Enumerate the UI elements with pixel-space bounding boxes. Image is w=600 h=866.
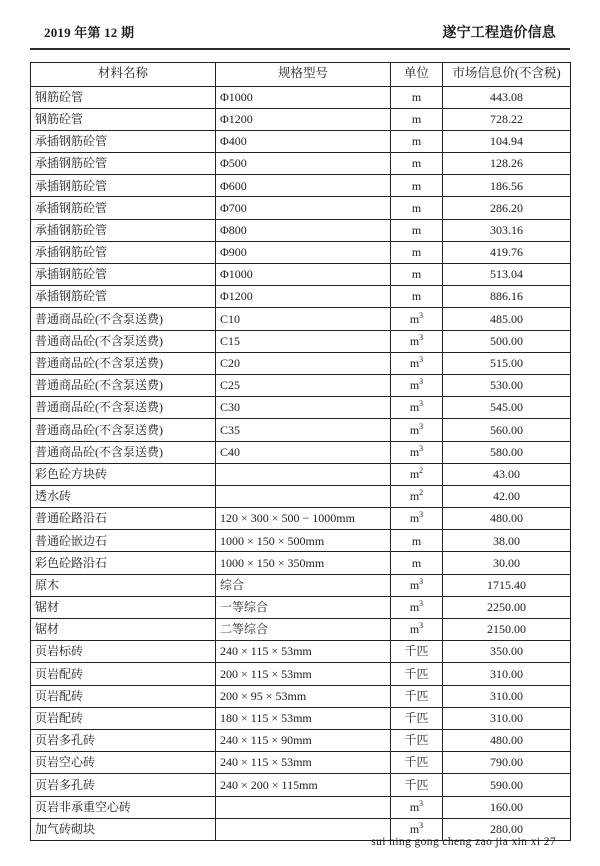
cell-price: 160.00 (443, 796, 571, 818)
cell-price: 42.00 (443, 485, 571, 507)
cell-material-name: 普通砼嵌边石 (31, 530, 216, 552)
unit-base: m (409, 400, 420, 415)
cell-price: 30.00 (443, 552, 571, 574)
unit-base: m (409, 356, 420, 371)
table-row (31, 485, 571, 507)
cell-spec (216, 463, 391, 485)
table-row (31, 707, 571, 729)
cell-spec: C10 (216, 308, 391, 330)
unit-base: m (409, 511, 420, 526)
cell-spec: 120 × 300 × 500 − 1000mm (216, 508, 391, 530)
unit-base: 千匹 (404, 688, 429, 703)
table-row (31, 796, 571, 818)
unit-base: m (411, 222, 422, 237)
table-row (31, 574, 571, 596)
cell-spec: 200 × 95 × 53mm (216, 685, 391, 707)
table-row (31, 286, 571, 308)
unit-base: m (409, 333, 420, 348)
cell-spec: 240 × 200 × 115mm (216, 774, 391, 796)
publication-title: 遂宁工程造价信息 (442, 26, 556, 41)
cell-price: 38.00 (443, 530, 571, 552)
unit-exponent: 3 (419, 510, 424, 520)
table-row (31, 374, 571, 396)
cell-spec: 综合 (216, 574, 391, 596)
unit-exponent: 3 (419, 798, 424, 808)
cell-price: 419.76 (443, 241, 571, 263)
unit-base: m (409, 422, 420, 437)
table-row (31, 552, 571, 574)
unit-base: m (409, 466, 420, 481)
page-footer: sui ning gong cheng zao jia xin xi 27 (371, 836, 556, 848)
cell-material-name: 页岩标砖 (31, 641, 216, 663)
cell-material-name: 锯材 (31, 619, 216, 641)
cell-spec: Φ1000 (216, 86, 391, 108)
cell-unit (391, 752, 443, 774)
cell-spec (216, 796, 391, 818)
cell-spec: Φ700 (216, 197, 391, 219)
cell-material-name: 普通商品砼(不含泵送费) (31, 441, 216, 463)
cell-price: 104.94 (443, 130, 571, 152)
unit-base: 千匹 (404, 711, 429, 726)
cell-price: 590.00 (443, 774, 571, 796)
cell-unit (391, 774, 443, 796)
cell-price: 560.00 (443, 419, 571, 441)
table-row (31, 330, 571, 352)
cell-material-name: 页岩配砖 (31, 663, 216, 685)
cell-spec: C35 (216, 419, 391, 441)
cell-spec: Φ800 (216, 219, 391, 241)
cell-material-name: 普通商品砼(不含泵送费) (31, 374, 216, 396)
cell-material-name: 页岩配砖 (31, 707, 216, 729)
table-row (31, 685, 571, 707)
cell-material-name: 普通商品砼(不含泵送费) (31, 397, 216, 419)
cell-unit (391, 419, 443, 441)
cell-unit (391, 530, 443, 552)
cell-spec: Φ1200 (216, 286, 391, 308)
unit-base: 千匹 (404, 733, 429, 748)
cell-unit (391, 441, 443, 463)
table-row (31, 729, 571, 751)
cell-unit (391, 397, 443, 419)
cell-spec: Φ600 (216, 175, 391, 197)
cell-material-name: 钢筋砼管 (31, 86, 216, 108)
cell-price: 310.00 (443, 707, 571, 729)
cell-price: 500.00 (443, 330, 571, 352)
cell-price: 530.00 (443, 374, 571, 396)
unit-exponent: 3 (419, 599, 424, 609)
cell-unit (391, 175, 443, 197)
cell-price: 2250.00 (443, 596, 571, 618)
cell-spec (216, 818, 391, 840)
table-row (31, 241, 571, 263)
cell-spec: Φ900 (216, 241, 391, 263)
cell-material-name: 原木 (31, 574, 216, 596)
cell-spec: 240 × 115 × 53mm (216, 752, 391, 774)
cell-unit (391, 241, 443, 263)
cell-unit (391, 352, 443, 374)
cell-unit (391, 619, 443, 641)
table-row (31, 352, 571, 374)
cell-price: 515.00 (443, 352, 571, 374)
unit-exponent: 3 (419, 576, 424, 586)
cell-material-name: 普通商品砼(不含泵送费) (31, 352, 216, 374)
unit-base: m (411, 245, 422, 260)
unit-exponent: 3 (419, 399, 424, 409)
unit-base: m (411, 89, 422, 104)
cell-spec (216, 485, 391, 507)
cell-material-name: 承插钢筋砼管 (31, 286, 216, 308)
cell-price: 186.56 (443, 175, 571, 197)
cell-material-name: 页岩多孔砖 (31, 774, 216, 796)
cell-price: 310.00 (443, 663, 571, 685)
unit-exponent: 3 (419, 310, 424, 320)
cell-material-name: 彩色砼方块砖 (31, 463, 216, 485)
cell-spec: 一等综合 (216, 596, 391, 618)
unit-exponent: 2 (419, 465, 424, 475)
table-row (31, 641, 571, 663)
cell-spec: C15 (216, 330, 391, 352)
unit-base: m (409, 622, 420, 637)
table-row (31, 419, 571, 441)
unit-base: m (409, 378, 420, 393)
column-header-unit: 单位 (391, 62, 443, 86)
cell-price: 43.00 (443, 463, 571, 485)
cell-price: 128.26 (443, 153, 571, 175)
cell-material-name: 页岩空心砖 (31, 752, 216, 774)
cell-unit (391, 463, 443, 485)
table-row (31, 197, 571, 219)
table-row (31, 108, 571, 130)
cell-spec: Φ400 (216, 130, 391, 152)
table-row (31, 130, 571, 152)
unit-base: m (409, 444, 420, 459)
unit-base: m (411, 178, 422, 193)
cell-unit (391, 374, 443, 396)
unit-base: m (411, 533, 422, 548)
cell-price: 545.00 (443, 397, 571, 419)
price-table (30, 62, 571, 841)
cell-price: 480.00 (443, 508, 571, 530)
unit-exponent: 3 (419, 355, 424, 365)
cell-unit (391, 286, 443, 308)
cell-unit (391, 264, 443, 286)
cell-material-name: 普通商品砼(不含泵送费) (31, 419, 216, 441)
cell-price: 513.04 (443, 264, 571, 286)
cell-material-name: 彩色砼路沿石 (31, 552, 216, 574)
cell-price: 790.00 (443, 752, 571, 774)
cell-unit (391, 574, 443, 596)
cell-unit (391, 552, 443, 574)
table-row (31, 774, 571, 796)
cell-spec: 200 × 115 × 53mm (216, 663, 391, 685)
cell-unit (391, 86, 443, 108)
cell-unit (391, 508, 443, 530)
cell-price: 286.20 (443, 197, 571, 219)
cell-unit (391, 130, 443, 152)
cell-price: 280.00 (443, 818, 571, 840)
cell-price: 2150.00 (443, 619, 571, 641)
unit-exponent: 3 (419, 820, 424, 830)
cell-spec: C25 (216, 374, 391, 396)
unit-base: m (411, 555, 422, 570)
table-row (31, 175, 571, 197)
column-header-spec: 规格型号 (216, 62, 391, 86)
cell-unit (391, 596, 443, 618)
cell-price: 310.00 (443, 685, 571, 707)
cell-unit (391, 219, 443, 241)
table-row (31, 86, 571, 108)
cell-price: 480.00 (443, 729, 571, 751)
page-header (30, 22, 570, 42)
cell-unit (391, 153, 443, 175)
cell-material-name: 普通砼路沿石 (31, 508, 216, 530)
cell-unit (391, 707, 443, 729)
table-row (31, 308, 571, 330)
unit-exponent: 3 (419, 443, 424, 453)
cell-price: 728.22 (443, 108, 571, 130)
unit-exponent: 3 (419, 421, 424, 431)
unit-base: 千匹 (404, 777, 429, 792)
unit-base: m (409, 577, 420, 592)
unit-exponent: 3 (419, 377, 424, 387)
table-row (31, 596, 571, 618)
cell-unit (391, 641, 443, 663)
cell-material-name: 承插钢筋砼管 (31, 264, 216, 286)
table-row (31, 153, 571, 175)
cell-unit (391, 729, 443, 751)
unit-base: 千匹 (404, 666, 429, 681)
cell-price: 886.16 (443, 286, 571, 308)
cell-price: 485.00 (443, 308, 571, 330)
unit-base: m (411, 200, 422, 215)
table-row (31, 619, 571, 641)
table-row (31, 663, 571, 685)
cell-material-name: 承插钢筋砼管 (31, 153, 216, 175)
unit-exponent: 2 (419, 488, 424, 498)
cell-price: 443.08 (443, 86, 571, 108)
cell-material-name: 承插钢筋砼管 (31, 130, 216, 152)
cell-spec: 1000 × 150 × 500mm (216, 530, 391, 552)
cell-spec: C20 (216, 352, 391, 374)
unit-base: m (411, 289, 422, 304)
table-row (31, 397, 571, 419)
unit-base: m (411, 111, 422, 126)
cell-material-name: 页岩非承重空心砖 (31, 796, 216, 818)
cell-material-name: 承插钢筋砼管 (31, 175, 216, 197)
issue-label: 2019 年第 12 期 (44, 25, 135, 40)
cell-material-name: 钢筋砼管 (31, 108, 216, 130)
unit-base: m (411, 134, 422, 149)
unit-base: m (409, 311, 420, 326)
cell-unit (391, 485, 443, 507)
cell-spec: Φ1000 (216, 264, 391, 286)
cell-spec: Φ500 (216, 153, 391, 175)
unit-base: m (409, 600, 420, 615)
unit-base: m (411, 156, 422, 171)
cell-material-name: 承插钢筋砼管 (31, 241, 216, 263)
cell-price: 580.00 (443, 441, 571, 463)
cell-unit (391, 796, 443, 818)
cell-material-name: 加气砖砌块 (31, 818, 216, 840)
unit-base: m (411, 267, 422, 282)
column-header-price: 市场信息价(不含税) (443, 62, 571, 86)
column-header-name: 材料名称 (31, 62, 216, 86)
cell-material-name: 承插钢筋砼管 (31, 197, 216, 219)
cell-price: 350.00 (443, 641, 571, 663)
cell-unit (391, 330, 443, 352)
table-body (31, 86, 571, 840)
cell-spec: Φ1200 (216, 108, 391, 130)
cell-spec: 二等综合 (216, 619, 391, 641)
unit-base: m (409, 489, 420, 504)
cell-spec: 240 × 115 × 53mm (216, 641, 391, 663)
table-row (31, 508, 571, 530)
cell-material-name: 页岩多孔砖 (31, 729, 216, 751)
cell-material-name: 普通商品砼(不含泵送费) (31, 330, 216, 352)
table-header-row (31, 62, 571, 86)
cell-unit (391, 308, 443, 330)
table-row (31, 463, 571, 485)
table-row (31, 752, 571, 774)
table-row (31, 219, 571, 241)
header-divider (30, 48, 570, 50)
table-row (31, 264, 571, 286)
cell-unit (391, 685, 443, 707)
unit-base: m (409, 799, 420, 814)
cell-spec: 240 × 115 × 90mm (216, 729, 391, 751)
cell-unit (391, 108, 443, 130)
cell-unit (391, 197, 443, 219)
table-row (31, 441, 571, 463)
unit-base: 千匹 (404, 644, 429, 659)
unit-base: 千匹 (404, 755, 429, 770)
cell-material-name: 页岩配砖 (31, 685, 216, 707)
table-row (31, 530, 571, 552)
cell-unit (391, 663, 443, 685)
cell-spec: 180 × 115 × 53mm (216, 707, 391, 729)
unit-exponent: 3 (419, 332, 424, 342)
cell-material-name: 承插钢筋砼管 (31, 219, 216, 241)
cell-price: 303.16 (443, 219, 571, 241)
cell-material-name: 锯材 (31, 596, 216, 618)
cell-material-name: 普通商品砼(不含泵送费) (31, 308, 216, 330)
cell-spec: C40 (216, 441, 391, 463)
cell-material-name: 透水砖 (31, 485, 216, 507)
cell-spec: C30 (216, 397, 391, 419)
cell-spec: 1000 × 150 × 350mm (216, 552, 391, 574)
unit-exponent: 3 (419, 621, 424, 631)
cell-price: 1715.40 (443, 574, 571, 596)
unit-base: m (409, 821, 420, 836)
